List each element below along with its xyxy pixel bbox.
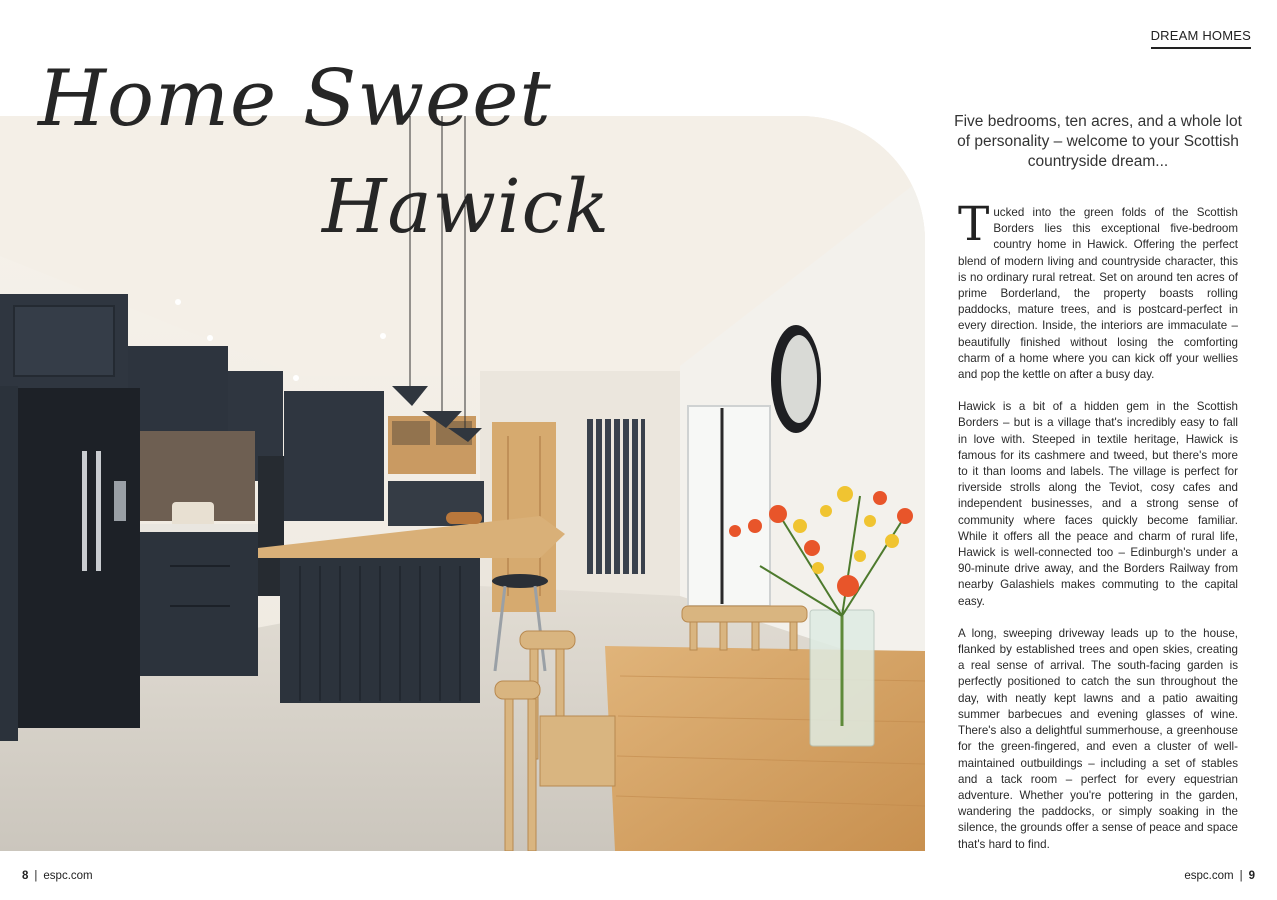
- article-paragraph-3: A long, sweeping driveway leads up to the house, flanked by established trees and open skies, creating a real sense of arrival. The south-facing garden is perfectly positioned to catch the sun throughout the day, with neatly kept lawns and a patio awaiting summer barbecues and evening glasses of wine. There's also a delightful summerhouse, a greenhouse for the green-fingered, and even a cluster of well-maintained outbuildings – including a set of stables and a tack room – perfect for every equestrian adventure. Whether you're pottering in the garden, wandering the paddocks, or simply soaking in the silence, the grounds offer a sense of peace and space that's hard to find.: [958, 626, 1238, 851]
- title-line-1: Home Sweet: [38, 54, 552, 144]
- section-label: DREAM HOMES: [1151, 28, 1251, 49]
- folio-left: [22, 870, 93, 882]
- folio-right: [1184, 870, 1255, 882]
- article-paragraph-1: [958, 197, 1238, 383]
- page-number-left: 8: [22, 870, 29, 882]
- paragraph-1-text: ucked into the green folds of the Scottish Borders lies this exceptional five-bedroom country home in Hawick. Offering the perfect blend of modern living and countryside character, this is no ordinary rural retreat. Set on around ten acres of prime Borderland, the property boasts rolling paddocks, mature trees, and is postcard-perfect in every direction. Inside, the interiors are immaculate – beautifully finished without losing the comforting charm of a home where you can kick off your wellies and pop the kettle on after a busy day.: [958, 206, 1238, 382]
- article-paragraph-2: Hawick is a bit of a hidden gem in the Scottish Borders – but is a village that's incredibly easy to fall in love with. Steeped in textile heritage, Hawick is famous for its cashmere and tweed, but there's more to it than looms and labels. The village is perfect for riverside strolls along the Teviot, cosy cafes and independent businesses, and a strong sense of community where faces quickly become familiar. While it offers all the peace and charm of rural life, Hawick is well-connected too – Edinburgh's under a 90-minute drive away, and the Borders Railway from nearby Galashiels makes commuting to the capital easy.: [958, 400, 1238, 608]
- standfirst: Five bedrooms, ten acres, and a whole lot of personality – welcome to your Scottish countryside dream...: [954, 113, 1242, 170]
- site-link-right[interactable]: espc.com: [1184, 870, 1234, 882]
- page-number-right: 9: [1248, 870, 1255, 882]
- folio-separator: |: [1239, 870, 1243, 882]
- site-link-left[interactable]: espc.com: [43, 870, 93, 882]
- folio-separator: |: [34, 870, 38, 882]
- title-line-2: Hawick: [322, 164, 610, 250]
- drop-cap: T: [958, 197, 990, 252]
- article-body: [958, 197, 1238, 869]
